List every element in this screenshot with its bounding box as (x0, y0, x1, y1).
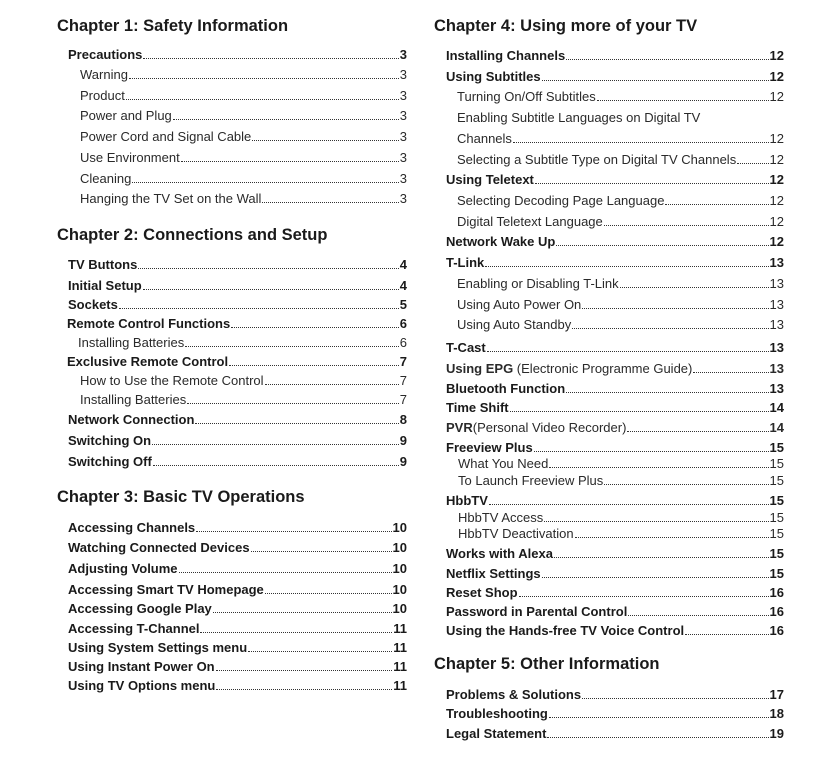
toc-entry-works-with-alexa[interactable]: Works with Alexa 15 (446, 546, 784, 561)
toc-entry-what-you-need[interactable]: What You Need 15 (458, 456, 784, 471)
toc-entry-pvr[interactable]: PVR(Personal Video Recorder) 14 (446, 420, 784, 435)
toc-entry-google-play[interactable]: Accessing Google Play 10 (68, 601, 407, 616)
toc-entry-freeview-plus[interactable]: Freeview Plus 15 (446, 440, 784, 455)
toc-entry-warning[interactable]: Warning 3 (80, 67, 407, 82)
toc-entry-tv-options-menu[interactable]: Using TV Options menu 11 (68, 678, 407, 693)
toc-entry-decoding-page-language[interactable]: Selecting Decoding Page Language 12 (457, 193, 784, 208)
chapter-1-heading: Chapter 1: Safety Information (57, 17, 289, 35)
toc-entry-cleaning[interactable]: Cleaning 3 (80, 171, 407, 186)
toc-entry-t-cast[interactable]: T-Cast 13 (446, 340, 784, 355)
toc-entry-netflix-settings[interactable]: Netflix Settings 15 (446, 566, 784, 581)
toc-entry-installing-batteries-2[interactable]: Installing Batteries 7 (80, 392, 407, 407)
toc-entry-adjusting-volume[interactable]: Adjusting Volume 10 (68, 561, 407, 576)
toc-entry-initial-setup[interactable]: Initial Setup 4 (68, 278, 407, 293)
toc-entry-instant-power-on[interactable]: Using Instant Power On 11 (68, 659, 407, 674)
toc-entry-power-cord[interactable]: Power Cord and Signal Cable 3 (80, 129, 407, 144)
toc-entry-power-and-plug[interactable]: Power and Plug 3 (80, 108, 407, 123)
chapter-3-heading: Chapter 3: Basic TV Operations (57, 488, 305, 506)
toc-entry-tv-buttons[interactable]: TV Buttons 4 (68, 257, 407, 272)
toc-entry-remote-control-functions[interactable]: Remote Control Functions 6 (67, 316, 407, 331)
toc-entry-use-environment[interactable]: Use Environment 3 (80, 150, 407, 165)
toc-entry-network-wake-up[interactable]: Network Wake Up 12 (446, 234, 784, 249)
toc-entry-precautions[interactable]: Precautions 3 (68, 47, 407, 62)
toc-entry-installing-batteries-1[interactable]: Installing Batteries 6 (78, 335, 407, 350)
toc-entry-sockets[interactable]: Sockets 5 (68, 297, 407, 312)
toc-entry-exclusive-remote-control[interactable]: Exclusive Remote Control 7 (67, 354, 407, 369)
toc-entry-accessing-channels[interactable]: Accessing Channels 10 (68, 520, 407, 535)
toc-entry-network-connection[interactable]: Network Connection 8 (68, 412, 407, 427)
toc-entry-using-epg[interactable]: Using EPG (Electronic Programme Guide) 13 (446, 361, 784, 376)
toc-entry-smart-tv-homepage[interactable]: Accessing Smart TV Homepage 10 (68, 582, 407, 597)
toc-entry-digital-teletext-language[interactable]: Digital Teletext Language 12 (457, 214, 784, 229)
toc-entry-using-teletext[interactable]: Using Teletext 12 (446, 172, 784, 187)
toc-entry-problems-solutions[interactable]: Problems & Solutions 17 (446, 687, 784, 702)
toc-entry-password-parental-control[interactable]: Password in Parental Control 16 (446, 604, 784, 619)
toc-entry-reset-shop[interactable]: Reset Shop 16 (446, 585, 784, 600)
chapter-2-heading: Chapter 2: Connections and Setup (57, 226, 328, 244)
toc-entry-watching-connected-devices[interactable]: Watching Connected Devices 10 (68, 540, 407, 555)
toc-entry-hbbtv[interactable]: HbbTV 15 (446, 493, 784, 508)
chapter-4-heading: Chapter 4: Using more of your TV (434, 17, 698, 35)
toc-entry-using-subtitles[interactable]: Using Subtitles 12 (446, 69, 784, 84)
toc-entry-enabling-subtitle-languages-cont[interactable]: Channels 12 (457, 131, 784, 146)
toc-entry-product[interactable]: Product 3 (80, 88, 407, 103)
toc-entry-turning-on-off-subtitles[interactable]: Turning On/Off Subtitles 12 (457, 89, 784, 104)
toc-entry-switching-off[interactable]: Switching Off 9 (68, 454, 407, 469)
chapter-5-heading: Chapter 5: Other Information (434, 655, 660, 673)
toc-entry-switching-on[interactable]: Switching On 9 (68, 433, 407, 448)
toc-entry-auto-power-on[interactable]: Using Auto Power On 13 (457, 297, 784, 312)
toc-entry-hbbtv-deactivation[interactable]: HbbTV Deactivation 15 (458, 526, 784, 541)
toc-entry-installing-channels[interactable]: Installing Channels 12 (446, 48, 784, 63)
toc-entry-legal-statement[interactable]: Legal Statement 19 (446, 726, 784, 741)
toc-entry-troubleshooting[interactable]: Troubleshooting 18 (446, 706, 784, 721)
toc-entry-t-link[interactable]: T-Link 13 (446, 255, 784, 270)
toc-entry-auto-standby[interactable]: Using Auto Standby 13 (457, 317, 784, 332)
toc-entry-how-to-use-remote[interactable]: How to Use the Remote Control 7 (80, 373, 407, 388)
toc-entry-launch-freeview-plus[interactable]: To Launch Freeview Plus 15 (458, 473, 784, 488)
toc-entry-selecting-subtitle-type[interactable]: Selecting a Subtitle Type on Digital TV Channels 12 (457, 152, 784, 167)
toc-entry-bluetooth-function[interactable]: Bluetooth Function 13 (446, 381, 784, 396)
toc-entry-hbbtv-access[interactable]: HbbTV Access 15 (458, 510, 784, 525)
toc-entry-enabling-t-link[interactable]: Enabling or Disabling T-Link 13 (457, 276, 784, 291)
toc-entry-time-shift[interactable]: Time Shift 14 (446, 400, 784, 415)
toc-entry-hands-free-voice-control[interactable]: Using the Hands-free TV Voice Control 16 (446, 623, 784, 638)
toc-entry-system-settings-menu[interactable]: Using System Settings menu 11 (68, 640, 407, 655)
toc-entry-enabling-subtitle-languages[interactable]: Enabling Subtitle Languages on Digital TV (457, 110, 701, 125)
toc-entry-t-channel[interactable]: Accessing T-Channel 11 (68, 621, 407, 636)
toc-entry-hanging-tv[interactable]: Hanging the TV Set on the Wall 3 (80, 191, 407, 206)
